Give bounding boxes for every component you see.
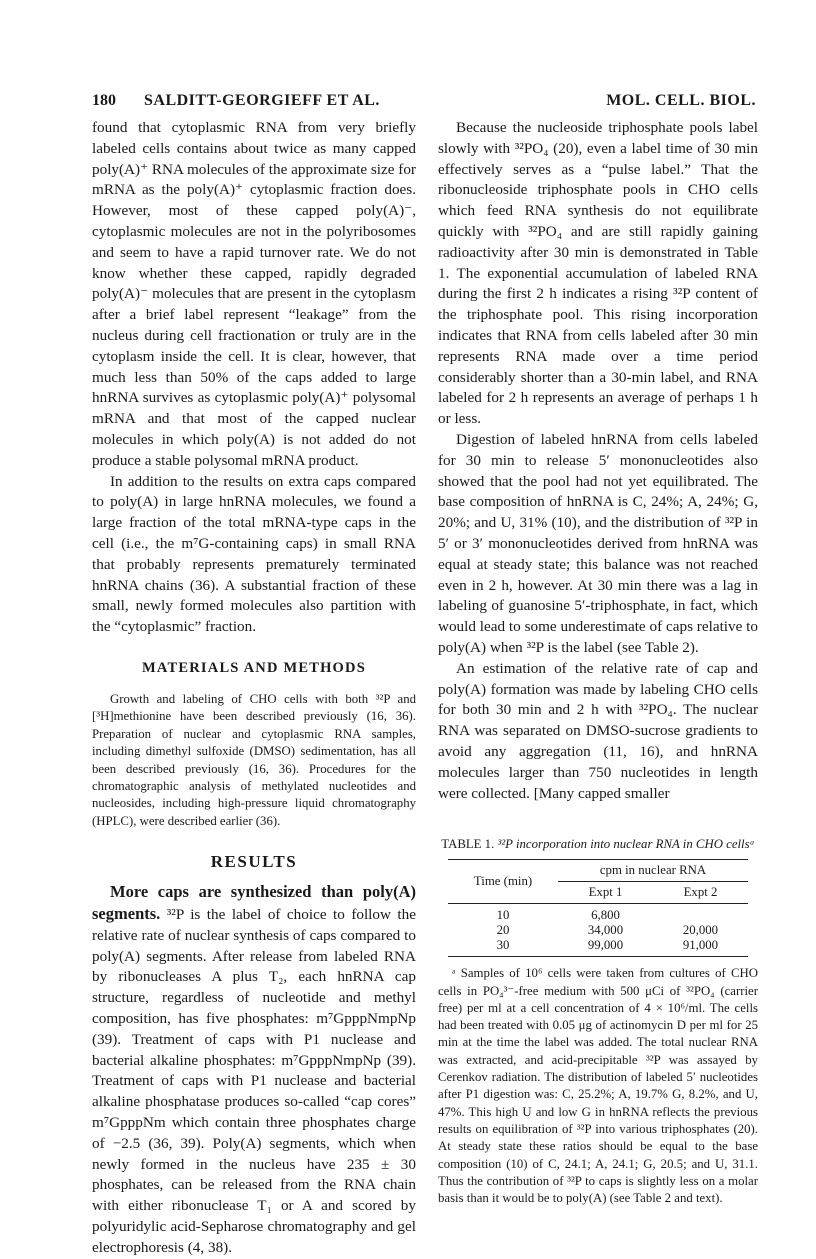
methods-section xyxy=(92,691,416,830)
results-runin-heading: More caps are synthesized than poly(A) segments. xyxy=(92,882,416,923)
methods-text: Growth and labeling of CHO cells with both ³²P and [³H]methionine have been described previously (16, 36). Preparation of nuclear and cytoplasmic RNA samples, including dimethyl sulfoxide (DMSO) sedimentation, has all been described previously (16, 36). Procedures for the chromatographic analysis of methylated nucleotides and nucleosides, including high-pressure liquid chromatography (HPLC), were described earlier (36). xyxy=(92,691,416,828)
column-header-group: cpm in nuclear RNA xyxy=(558,860,748,882)
table-cell: 10 xyxy=(496,908,510,923)
page-number: 180 xyxy=(92,92,116,109)
table-cell xyxy=(653,904,748,924)
journal-name: MOL. CELL. BIOL. xyxy=(606,92,756,109)
table-row xyxy=(448,938,748,957)
running-authors: SALDITT-GEORGIEFF ET AL. xyxy=(144,92,380,109)
column-header-time: Time (min) xyxy=(448,860,558,904)
paragraph: Digestion of labeled hnRNA from cells labeled for 30 min to release 5′ mononucleotides also showed that the pool had not yet equilibrated. The base composition of hnRNA is C, 24%; A, 24%; G, 20%; and U, 31% (10), and the distribution of ³²P in 5′ or 3′ mononucleotides derived from hnRNA was equal at steady state; this balance was not reached even in 2 h, however. At 30 min there was a lag in labeling of guanosine 5′-triphosphate, in fact, which would lead to some underestimate of caps relative to poly(A) when ³²P is the label (see Table 2). xyxy=(438,430,758,656)
table-row xyxy=(448,904,748,924)
table-label: TABLE 1. xyxy=(441,837,495,852)
footnote-text: ᵃ Samples of 10⁶ cells were taken from cultures of CHO cells in PO₄³⁻-free medium with 500 μCi of ³²PO₄ (carrier free) per ml at a cell concentration of 4 × 10⁶/ml. The cells had been treated with 0.05 μg of actinomycin D per ml for 25 min at the time the label was added. The total nuclear RNA was extracted, and acid-precipitable ³²P was assayed by Cerenkov radiation. The distribution of labeled 5′ nucleotides after P1 digestion was: C, 25.2%; A, 19.7% G, 8.2%, and U, 47%. This high U and low G in hnRNA reflects the previous results on equilibration of ³²P into various triphosphates (20). At steady state these ratios should be equal to the base composition (10) of C, 24.1; A, 24.1; G, 20.5; and U, 31.1. Thus the contribution of ³²P to caps is slightly less on a molar basis than it would be to poly(A) (see Table 2 and text). xyxy=(438,966,758,1206)
paragraph: An estimation of the relative rate of cap and poly(A) formation was made by labeling CHO cells for both 30 min and 2 h with ³²PO₄. The nuclear RNA was separated on DMSO-sucrose gradients to avoid any aggregation (11, 16), and hnRNA molecules larger than 750 nucleotides in length were collected. [Many capped smaller xyxy=(438,659,758,802)
table-footnote xyxy=(438,965,758,1207)
table-cell: 99,000 xyxy=(558,938,653,957)
table-cell: 91,000 xyxy=(653,938,748,957)
table-title: ³²P incorporation into nuclear RNA in CHO cellsᵃ xyxy=(497,837,755,852)
table-cell: 6,800 xyxy=(591,908,620,923)
paragraph: Because the nucleoside triphosphate pools label slowly with ³²PO₄ (20), even a label time of 30 min effectively serves as a “pulse label.” That the ribonucleoside triphosphate pools in CHO cells which feed RNA synthesis do not equilibrate quickly with ³²PO₄ and are still rapidly gaining radioactivity after 30 min is demonstrated in Table 1. The exponential accumulation of labeled RNA during the first 2 h indicates a rising ³²P content of the triphosphate pool. This rising incorporation indicates that RNA from cells labeled after 30 min represents RNA made over a time period considerably shorter than a 30-min label, and RNA labeled for 2 h represents an average of perhaps 1 h or less. xyxy=(438,119,758,428)
results-heading: RESULTS xyxy=(210,852,298,872)
results-paragraph xyxy=(92,882,416,1258)
table-1 xyxy=(438,836,758,1207)
paragraph: found that cytoplasmic RNA from very briefly labeled cells contains about twice as many capped poly(A)⁺ RNA molecules of the approximate size for mRNA as the poly(A)⁺ cytoplasmic fraction does. However, most of these capped poly(A)⁻, cytoplasmic molecules are not in the polyribosomes and seem to have a rapid turnover rate. We do not know whether these capped, rapidly degraded poly(A)⁻ molecules that are present in the cytoplasm after a brief label represent “leakage” from the nucleus during cell fractionation or truly are in the cytoplasm inside the cell. It is clear, however, that much less than 50% of the caps added to large hnRNA survives as cytoplasmic poly(A)⁺ polysomal mRNA and that most of the capped nuclear molecules in which poly(A) is not added do not produce a stable polysomal mRNA product. xyxy=(92,119,416,469)
table-cell: 20,000 xyxy=(682,923,719,938)
table-row xyxy=(448,923,748,938)
paragraph: In addition to the results on extra caps compared to poly(A) in large hnRNA molecules, we found a large fraction of the total mRNA-type caps in the cell (i.e., the m⁷G-containing caps) in small RNA that probably represents prematurely terminated hnRNA chains (36). A substantial fraction of these small, newly formed molecules also partition with the “cytoplasmic” fraction. xyxy=(92,472,416,636)
table-cell: 20 xyxy=(496,923,510,938)
column-header-expt1: Expt 1 xyxy=(558,882,653,904)
table-cell: 30 xyxy=(448,938,558,957)
left-column xyxy=(92,118,416,1259)
methods-heading: MATERIALS AND METHODS xyxy=(142,659,366,676)
column-header-expt2: Expt 2 xyxy=(653,882,748,904)
results-text: ³²P is the label of choice to follow the relative rate of nuclear synthesis of caps compared to poly(A) segments. After release from labeled RNA by ribonucleases A plus T₂, each hnRNA cap structure, regardless of nucleotide and methyl composition, has five phosphates: m⁷GpppNmpNp (39). Treatment of caps with P1 nuclease and bacterial alkaline phosphates: m⁷GpppNmpNp (39). Treatment of caps with P1 nuclease and bacterial alkaline phosphatase produces so-called “cap cores” m⁷GpppNm which contain three phosphates charge of −2.5 (36, 39). Poly(A) segments, which when newly formed in the nucleus have 235 ± 30 phosphates, can be released from the RNA chain with either ribonuclease T₁ or A and scored by polyuridylic acid-Sepharose chromatography and gel electrophoresis (4, 38). xyxy=(92,905,416,1256)
right-column xyxy=(438,118,758,1207)
table-cell: 34,000 xyxy=(587,923,624,938)
data-table xyxy=(448,859,748,957)
table-caption xyxy=(438,836,758,853)
running-header xyxy=(92,92,756,116)
